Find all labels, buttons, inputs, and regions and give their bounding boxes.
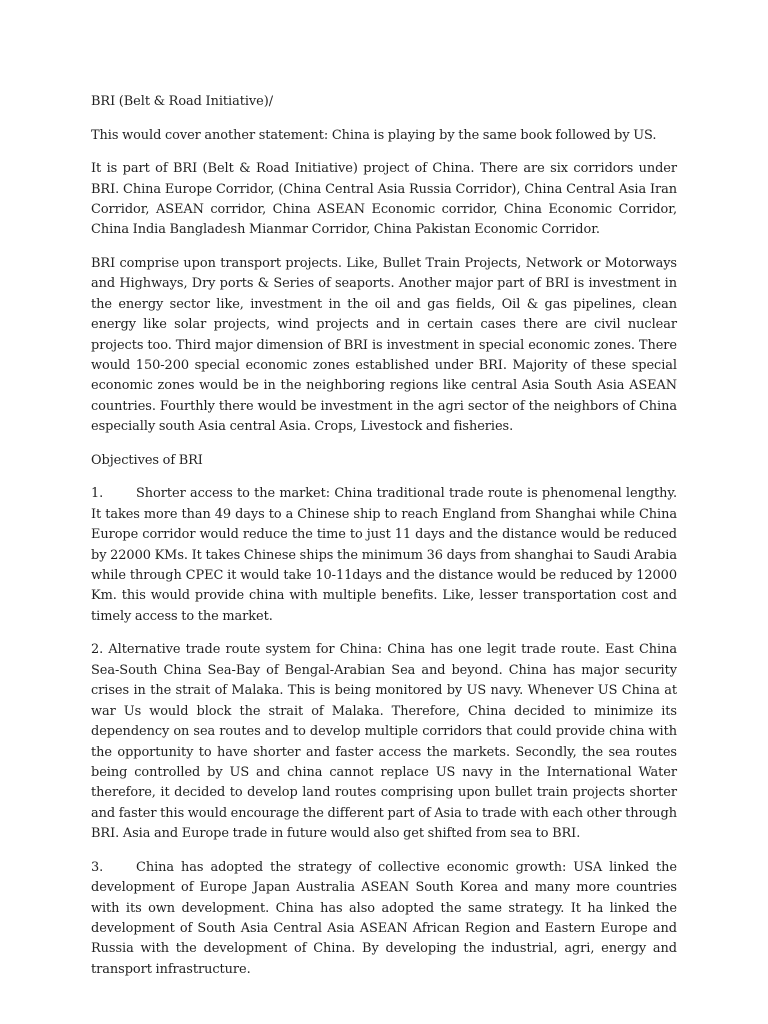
- document-heading: BRI (Belt & Road Initiative)/: [91, 94, 274, 109]
- objective-number: 3.: [91, 859, 104, 875]
- corridors-paragraph: It is part of BRI (Belt & Road Initiative) project of China. There are six corridors under BRI. China Europe Corridor, (China Central Asia Russia Corridor), China Central Asia Iran Corridor, ASEAN corridor, China ASEAN Economic corridor, China Economic Corridor, China India Bangladesh Mianmar Corridor, China Pakistan Economic Corridor.: [91, 161, 677, 238]
- objective-number: 1.: [91, 486, 104, 502]
- objective-number: 2.: [91, 642, 104, 658]
- objectives-heading: Objectives of BRI: [91, 452, 203, 468]
- statement-paragraph: This would cover another statement: China is playing by the same book followed by US.: [91, 127, 657, 143]
- objective-item: [91, 858, 677, 980]
- projects-paragraph: BRI comprise upon transport projects. Like, Bullet Train Projects, Network or Motorways and Highways, Dry ports & Series of seaports. Another major part of BRI is investment in the energy sector like, investment in the oil and gas fields, Oil & gas pipelines, clean energy like solar projects, wind projects and in certain cases there are civil nuclear projects too. Third major dimension of BRI is investment in special economic zones. There would 150-200 special economic zones established under BRI. Majority of these special economic zones would be in the neighboring regions like central Asia South Asia ASEAN countries. Fourthly there would be investment in the agri sector of the neighbors of China especially south Asia central Asia. Crops, Livestock and fisheries.: [91, 256, 677, 435]
- document-body: [91, 92, 677, 993]
- objective-item: [91, 640, 677, 844]
- objective-item: [91, 484, 677, 627]
- objective-text: China has adopted the strategy of collective economic growth: USA linked the development of Europe Japan Australia ASEAN South Korea and many more countries with its own development. China has also adopted the same strategy. It ha linked the development of South Asia Central Asia ASEAN African Region and Eastern Europe and Russia with the development of China. By developing the industrial, agri, energy and transport infrastructure.: [91, 859, 677, 977]
- objective-text: Shorter access to the market: China traditional trade route is phenomenal lengthy. It takes more than 49 days to a Chinese ship to reach England from Shanghai while China Europe corridor would reduce the time to just 11 days and the distance would be reduced by 22000 KMs. It takes Chinese ships the minimum 36 days from shanghai to Saudi Arabia while through CPEC it would take 10-11days and the distance would be reduced by 12000 Km. this would provide china with multiple benefits. Like, lesser transportation cost and timely access to the market.: [91, 486, 677, 624]
- objective-text: Alternative trade route system for China: China has one legit trade route. East China Sea-South China Sea-Bay of Bengal-Arabian Sea and beyond. China has major security crises in the strait of Malaka. This is being monitored by US navy. Whenever US China at war Us would block the strait of Malaka. Therefore, China decided to minimize its dependency on sea routes and to develop multiple corridors that could provide china with the opportunity to have shorter and faster access the markets. Secondly, the sea routes being controlled by US and china cannot replace US navy in the International Water therefore, it decided to develop land routes comprising upon bullet train projects shorter and faster this would encourage the different part of Asia to trade with each other through BRI. Asia and Europe trade in future would also get shifted from sea to BRI.: [91, 642, 677, 842]
